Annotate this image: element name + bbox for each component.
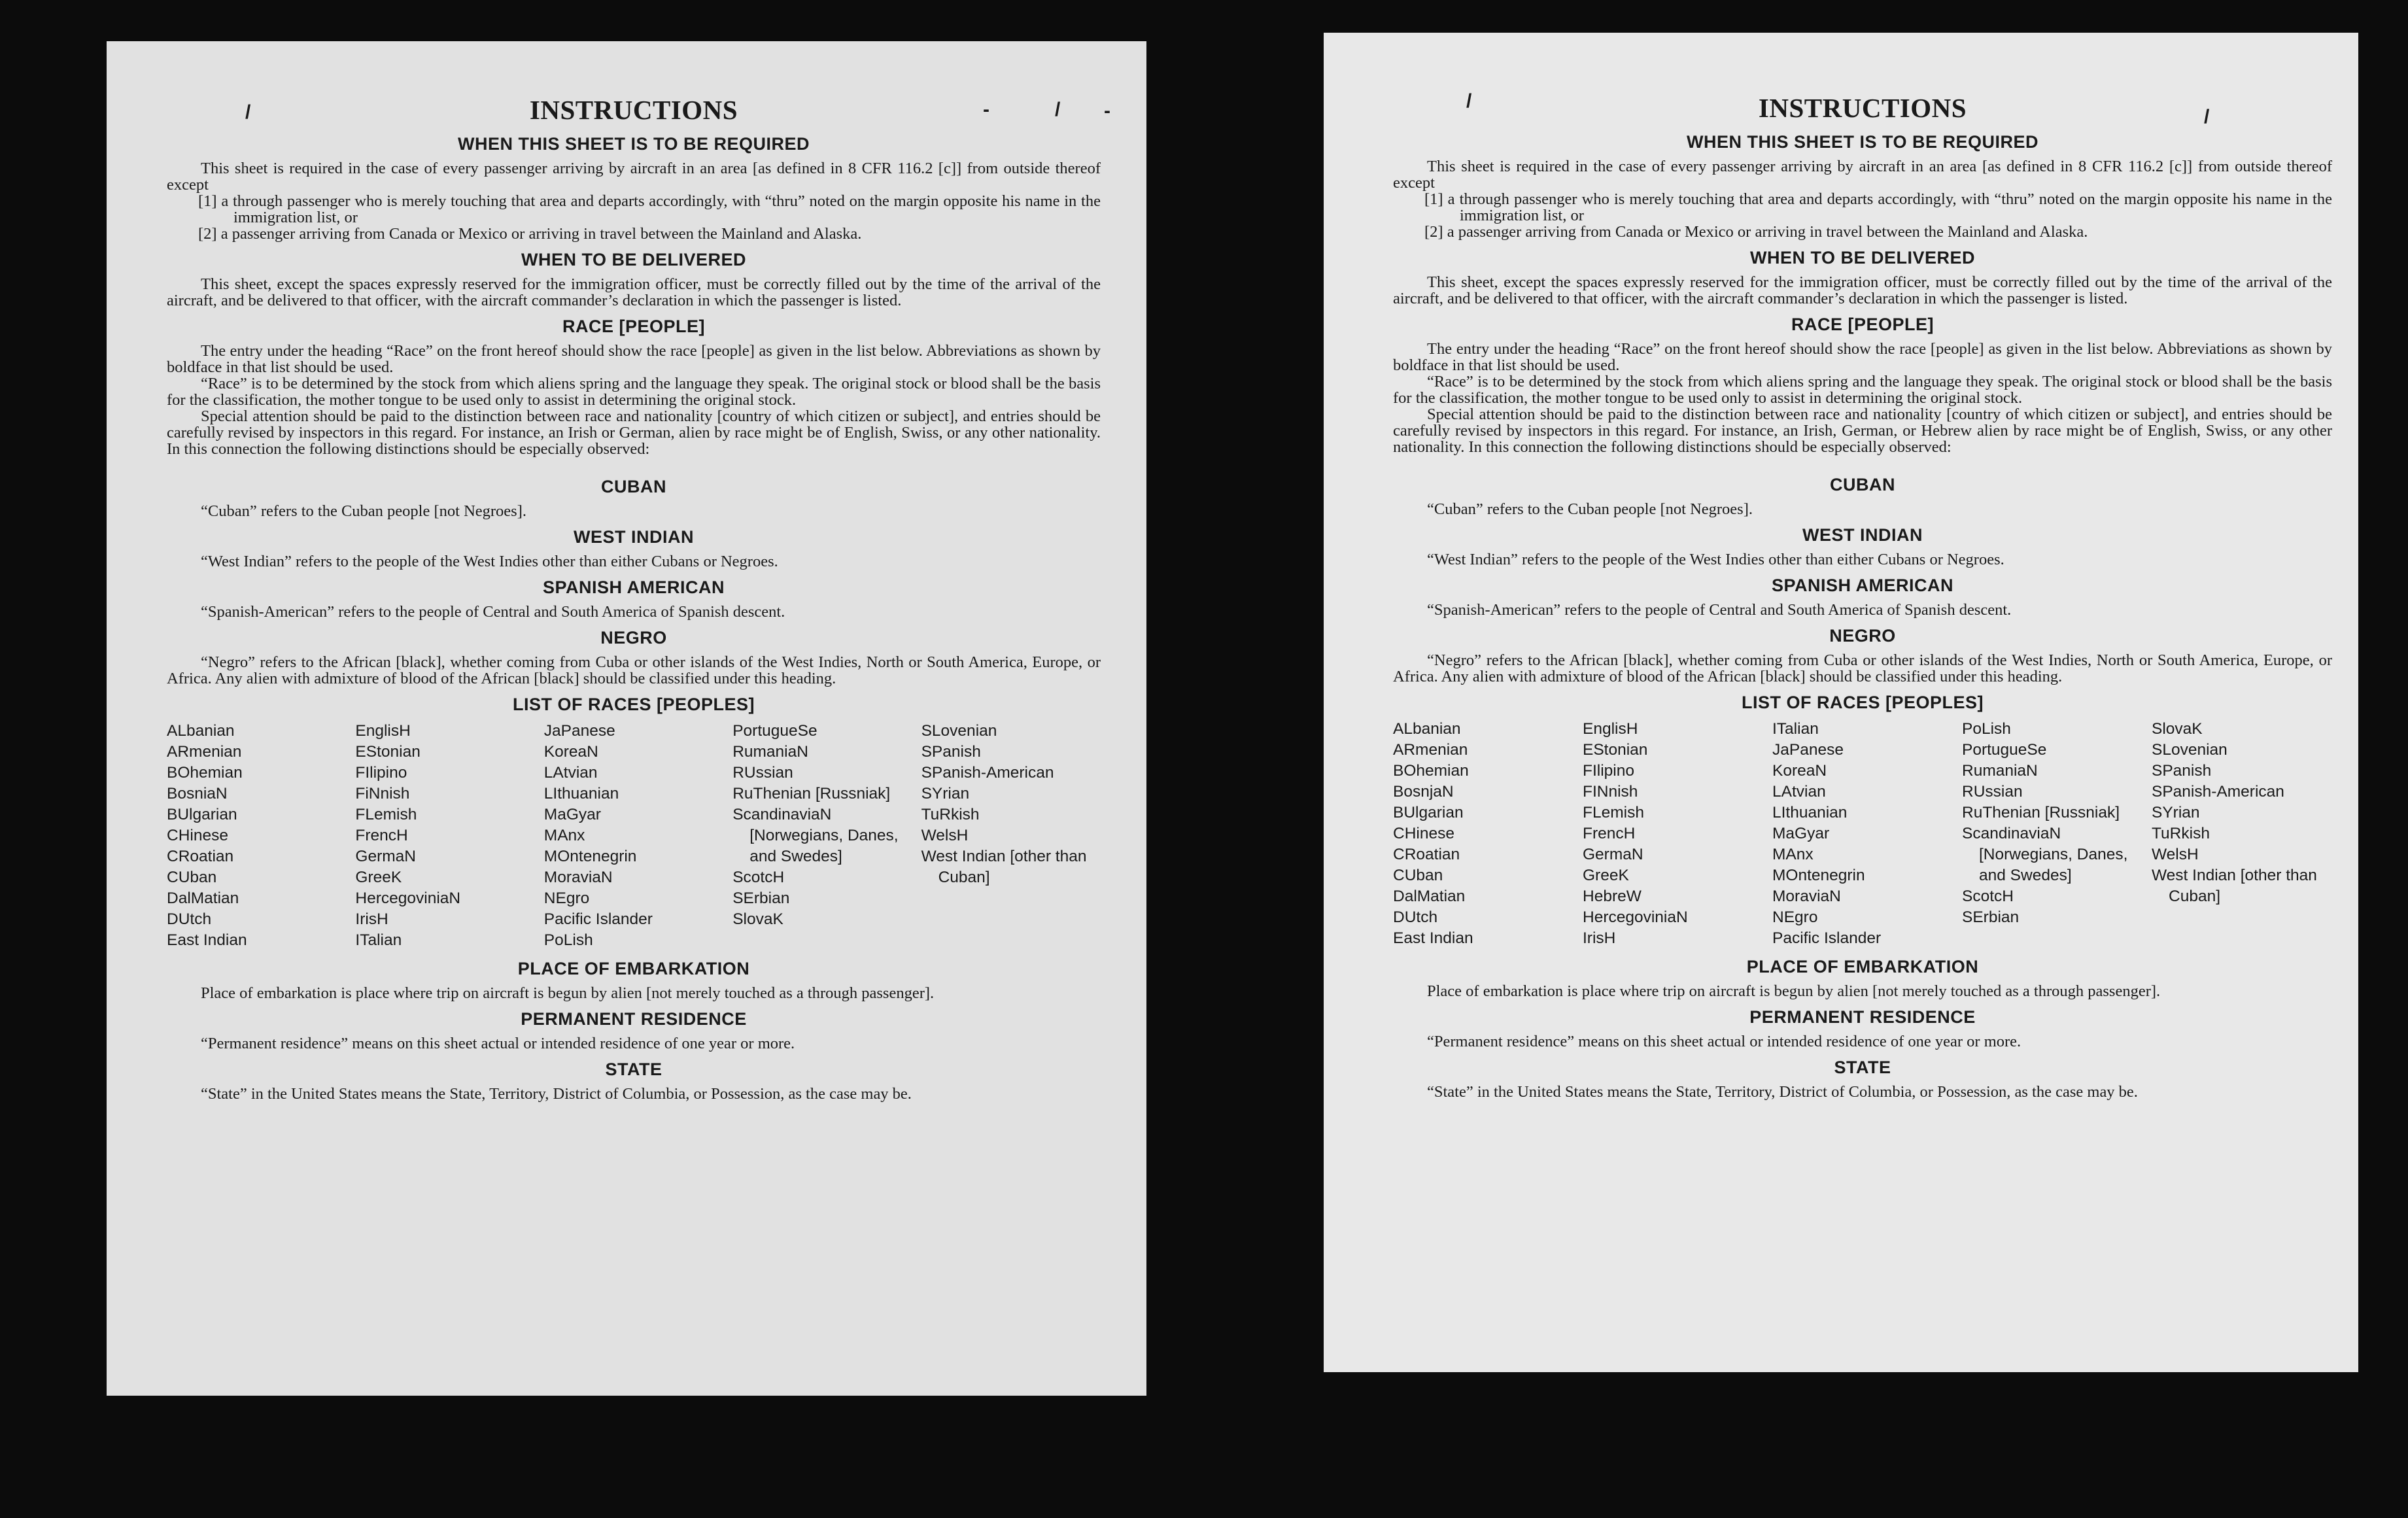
race-entry: SYrian bbox=[2152, 804, 2200, 821]
race-entry: ITalian bbox=[1772, 720, 1819, 738]
when-delivered-text: This sheet, except the spaces expressly reserved for the immigration officer, must be correctly filled out by the time of the arrival of the aircraft, and be delivered to that officer, with the aircraft commander’s declaration in which the passenger is listed. bbox=[1393, 273, 2332, 307]
race-entry: FINnish bbox=[1583, 783, 1638, 801]
race-entry: SYrian bbox=[921, 785, 970, 802]
race-entry: GermaN bbox=[355, 848, 416, 865]
race-entry: CHinese bbox=[167, 827, 228, 844]
race-entry: KoreaN bbox=[543, 743, 598, 761]
heading-when-delivered: WHEN TO BE DELIVERED bbox=[521, 250, 747, 269]
margin-mark: / bbox=[1466, 90, 1472, 112]
heading-when-required: WHEN THIS SHEET IS TO BE REQUIRED bbox=[457, 134, 810, 154]
race-entry: EStonian bbox=[355, 743, 421, 761]
race-entry: ScandinaviaN [Norwegians, Danes, and Swedes] bbox=[1962, 825, 2128, 884]
race-entry: MAnx bbox=[1772, 846, 1814, 863]
race-entry: SLovenian bbox=[921, 722, 997, 740]
heading-embarkation: PLACE OF EMBARKATION bbox=[1746, 957, 1979, 976]
heading-residence: PERMANENT RESIDENCE bbox=[521, 1009, 747, 1029]
margin-mark: / bbox=[245, 101, 251, 123]
race-entry: WelsH bbox=[921, 827, 969, 844]
race-entry: MoraviaN bbox=[543, 869, 613, 886]
race-entry: RuThenian [Russniak] bbox=[1962, 804, 2120, 821]
race-entry: DalMatian bbox=[1393, 888, 1466, 905]
race-entry: ALbanian bbox=[167, 722, 235, 740]
race-paragraph-3: Special attention should be paid to the distinction between race and nationality [country of which citizen or subject], and entries should be carefully revised by inspectors in this regard. For instance, an Irish, German, or Hebrew alien by race might be of English, Swiss, or any other nationality. In this connection the following distinctions should be especially observed: bbox=[1393, 405, 2332, 456]
races-column bbox=[544, 721, 723, 951]
races-column bbox=[2152, 719, 2332, 949]
race-entry: BosniaN bbox=[167, 785, 228, 802]
race-entry: RumaniaN bbox=[732, 743, 808, 761]
race-paragraph-2: “Race” is to be determined by the stock from which aliens spring and the language they speak. The original stock or blood shall be the basis for the classification, the mother tongue to be used only to assist in determining the original stock. bbox=[1393, 373, 2332, 407]
race-entry: EnglisH bbox=[1583, 720, 1638, 738]
heading-state: STATE bbox=[605, 1060, 662, 1079]
when-delivered-text: This sheet, except the spaces expressly reserved for the immigration officer, must be correctly filled out by the time of the arrival of the aircraft, and be delivered to that officer, with the aircraft commander’s declaration in which the passenger is listed. bbox=[167, 275, 1101, 309]
heading-cuban: CUBAN bbox=[1830, 475, 1895, 494]
race-entry: JaPanese bbox=[1772, 741, 1844, 759]
race-entry: CRoatian bbox=[1393, 846, 1460, 863]
race-entry: BUlgarian bbox=[1393, 804, 1464, 821]
races-column bbox=[1772, 719, 1953, 949]
race-entry: NEgro bbox=[1772, 908, 1818, 926]
race-entry: BosnjaN bbox=[1393, 783, 1454, 801]
race-entry: SlovaK bbox=[2152, 720, 2203, 738]
races-column bbox=[1962, 719, 2142, 949]
residence-text: “Permanent residence” means on this sheet actual or intended residence of one year or more. bbox=[201, 1035, 795, 1052]
state-text: “State” in the United States means the State, Territory, District of Columbia, or Possession, as the case may be. bbox=[201, 1085, 912, 1103]
race-entry: CUban bbox=[1393, 867, 1443, 884]
race-entry: EStonian bbox=[1583, 741, 1648, 759]
races-column bbox=[1393, 719, 1574, 949]
race-entry: IrisH bbox=[1583, 929, 1616, 947]
races-list bbox=[167, 721, 1101, 951]
race-entry: BOhemian bbox=[167, 764, 243, 782]
races-list bbox=[1393, 719, 2332, 949]
race-entry: ARmenian bbox=[1393, 741, 1468, 759]
race-entry: CRoatian bbox=[167, 848, 234, 865]
race-entry: BOhemian bbox=[1393, 762, 1469, 780]
west-indian-text: “West Indian” refers to the people of the West Indies other than either Cubans or Negroes. bbox=[1427, 551, 2004, 568]
page-title: INSTRUCTIONS bbox=[1758, 93, 1967, 123]
race-entry: NEgro bbox=[543, 889, 590, 907]
races-column bbox=[921, 721, 1101, 951]
race-entry: RUssian bbox=[1962, 783, 2023, 801]
race-entry: DUtch bbox=[1393, 908, 1438, 926]
page-title: INSTRUCTIONS bbox=[529, 95, 738, 125]
race-entry: Pacific Islander bbox=[543, 910, 653, 928]
race-entry: RuThenian [Russniak] bbox=[732, 785, 891, 802]
race-entry: KoreaN bbox=[1772, 762, 1827, 780]
race-entry: ScotcH bbox=[732, 869, 785, 886]
embarkation-text: Place of embarkation is place where trip on aircraft is begun by alien [not merely touched as a through passenger]. bbox=[1427, 982, 2161, 1000]
race-entry: ALbanian bbox=[1393, 720, 1461, 738]
race-entry: East Indian bbox=[167, 931, 247, 949]
heading-negro: NEGRO bbox=[1829, 626, 1896, 646]
when-required-intro: This sheet is required in the case of every passenger arriving by aircraft in an area [as defined in 8 CFR 116.2 [c]] from outside thereof except bbox=[167, 160, 1101, 194]
race-entry: CUban bbox=[167, 869, 217, 886]
race-entry: SPanish bbox=[2152, 762, 2212, 780]
race-entry: SErbian bbox=[1962, 908, 2020, 926]
races-column bbox=[1583, 719, 1763, 949]
race-entry: West Indian [other than Cuban] bbox=[921, 848, 1087, 886]
race-entry: HercegoviniaN bbox=[355, 889, 461, 907]
race-entry: SPanish-American bbox=[2152, 783, 2284, 801]
race-entry: PoLish bbox=[543, 931, 593, 949]
race-entry: FIlipino bbox=[355, 764, 407, 782]
race-entry: FrencH bbox=[1583, 825, 1636, 842]
heading-spanish-american: SPANISH AMERICAN bbox=[542, 578, 725, 597]
race-entry: SPanish-American bbox=[921, 764, 1054, 782]
race-entry: FLemish bbox=[355, 806, 417, 823]
spanish-american-text: “Spanish-American” refers to the people of Central and South America of Spanish descent. bbox=[1427, 601, 2012, 619]
race-entry: East Indian bbox=[1393, 929, 1473, 947]
race-entry: LAtvian bbox=[1772, 783, 1826, 801]
heading-west-indian: WEST INDIAN bbox=[1802, 525, 1923, 545]
race-entry: MoraviaN bbox=[1772, 888, 1841, 905]
race-entry: RumaniaN bbox=[1962, 762, 2038, 780]
embarkation-text: Place of embarkation is place where trip on aircraft is begun by alien [not merely touched as a through passenger]. bbox=[201, 984, 935, 1002]
races-column bbox=[732, 721, 912, 951]
race-entry: Pacific Islander bbox=[1772, 929, 1882, 947]
races-column bbox=[167, 721, 346, 951]
instruction-sheet-left bbox=[107, 41, 1146, 1396]
margin-mark: / bbox=[1055, 99, 1061, 120]
race-entry: SLovenian bbox=[2152, 741, 2227, 759]
race-entry: MAnx bbox=[543, 827, 585, 844]
race-paragraph-1: The entry under the heading “Race” on the front hereof should show the race [people] as given in the list below. Abbreviations as shown by boldface in that list should be used. bbox=[167, 342, 1101, 376]
race-entry: ScandinaviaN [Norwegians, Danes, and Swedes] bbox=[732, 806, 899, 865]
heading-race: RACE [PEOPLE] bbox=[1791, 315, 1935, 334]
instruction-sheet-right bbox=[1324, 33, 2358, 1372]
heading-list-of-races: LIST OF RACES [PEOPLES] bbox=[512, 695, 755, 714]
margin-mark: - bbox=[1104, 100, 1110, 122]
race-entry: ScotcH bbox=[1962, 888, 2014, 905]
race-entry: ITalian bbox=[355, 931, 402, 949]
race-entry: BUlgarian bbox=[167, 806, 237, 823]
race-entry: SlovaK bbox=[732, 910, 783, 928]
west-indian-text: “West Indian” refers to the people of the West Indies other than either Cubans or Negroes. bbox=[201, 553, 778, 570]
heading-residence: PERMANENT RESIDENCE bbox=[1749, 1007, 1976, 1027]
heading-embarkation: PLACE OF EMBARKATION bbox=[517, 959, 750, 978]
negro-text: “Negro” refers to the African [black], whether coming from Cuba or other islands of the West Indies, North or South America, Europe, or Africa. Any alien with admixture of blood of the African [black] should be classified under this heading. bbox=[1393, 651, 2332, 685]
race-entry: MaGyar bbox=[1772, 825, 1830, 842]
negro-text: “Negro” refers to the African [black], whether coming from Cuba or other islands of the West Indies, North or South America, Europe, or Africa. Any alien with admixture of blood of the African [black] should be classified under this heading. bbox=[167, 653, 1101, 687]
cuban-text: “Cuban” refers to the Cuban people [not Negroes]. bbox=[201, 502, 526, 520]
when-required-item-1: [1] a through passenger who is merely touching that area and departs accordingly, with “thru” noted on the margin opposite his name in the immigration list, or bbox=[1424, 190, 2332, 224]
margin-mark: / bbox=[2204, 106, 2210, 128]
race-entry: LAtvian bbox=[543, 764, 598, 782]
race-entry: HebreW bbox=[1583, 888, 1642, 905]
spanish-american-text: “Spanish-American” refers to the people of Central and South America of Spanish descent. bbox=[201, 603, 785, 621]
race-entry: CHinese bbox=[1393, 825, 1454, 842]
residence-text: “Permanent residence” means on this sheet actual or intended residence of one year or more. bbox=[1427, 1033, 2021, 1050]
race-entry: West Indian [other than Cuban] bbox=[2152, 867, 2317, 905]
race-entry: LIthuanian bbox=[543, 785, 619, 802]
heading-race: RACE [PEOPLE] bbox=[562, 317, 706, 336]
margin-mark: - bbox=[983, 99, 989, 120]
race-entry: TuRkish bbox=[2152, 825, 2210, 842]
when-required-item-2: [2] a passenger arriving from Canada or Mexico or arriving in travel between the Mainland and Alaska. bbox=[1424, 223, 2088, 241]
race-entry: ARmenian bbox=[167, 743, 242, 761]
heading-list-of-races: LIST OF RACES [PEOPLES] bbox=[1741, 693, 1984, 712]
race-entry: MaGyar bbox=[543, 806, 601, 823]
heading-west-indian: WEST INDIAN bbox=[574, 527, 694, 547]
races-column bbox=[355, 721, 534, 951]
race-entry: WelsH bbox=[2152, 846, 2199, 863]
heading-state: STATE bbox=[1834, 1058, 1891, 1077]
heading-when-required: WHEN THIS SHEET IS TO BE REQUIRED bbox=[1686, 132, 2039, 152]
race-entry: EnglisH bbox=[355, 722, 411, 740]
race-entry: PortugueSe bbox=[1962, 741, 2047, 759]
heading-spanish-american: SPANISH AMERICAN bbox=[1771, 576, 1953, 595]
race-entry: TuRkish bbox=[921, 806, 980, 823]
when-required-intro: This sheet is required in the case of every passenger arriving by aircraft in an area [as defined in 8 CFR 116.2 [c]] from outside thereof except bbox=[1393, 158, 2332, 192]
heading-cuban: CUBAN bbox=[601, 477, 666, 496]
race-entry: PortugueSe bbox=[732, 722, 817, 740]
state-text: “State” in the United States means the State, Territory, District of Columbia, or Possession, as the case may be. bbox=[1427, 1083, 2138, 1101]
race-entry: RUssian bbox=[732, 764, 793, 782]
race-entry: FrencH bbox=[355, 827, 408, 844]
race-entry: FLemish bbox=[1583, 804, 1644, 821]
race-entry: DalMatian bbox=[167, 889, 239, 907]
race-entry: MOntenegrin bbox=[1772, 867, 1865, 884]
race-entry: SPanish bbox=[921, 743, 981, 761]
race-entry: DUtch bbox=[167, 910, 212, 928]
heading-negro: NEGRO bbox=[600, 628, 667, 647]
race-entry: HercegoviniaN bbox=[1583, 908, 1688, 926]
race-paragraph-1: The entry under the heading “Race” on the front hereof should show the race [people] as given in the list below. Abbreviations as shown by boldface in that list should be used. bbox=[1393, 340, 2332, 374]
race-entry: GreeK bbox=[1583, 867, 1629, 884]
race-entry: FiNnish bbox=[355, 785, 410, 802]
race-paragraph-3: Special attention should be paid to the distinction between race and nationality [country of which citizen or subject], and entries should be carefully revised by inspectors in this regard. For instance, an Irish or German, alien by race might be of English, Swiss, or any other nationality. In this connection the following distinctions should be especially observed: bbox=[167, 407, 1101, 458]
race-entry: LIthuanian bbox=[1772, 804, 1848, 821]
race-entry: SErbian bbox=[732, 889, 790, 907]
cuban-text: “Cuban” refers to the Cuban people [not Negroes]. bbox=[1427, 500, 1753, 518]
race-entry: GreeK bbox=[355, 869, 402, 886]
race-paragraph-2: “Race” is to be determined by the stock from which aliens spring and the language they speak. The original stock or blood shall be the basis for the classification, the mother tongue to be used only to assist in determining the original stock. bbox=[167, 375, 1101, 409]
race-entry: MOntenegrin bbox=[543, 848, 637, 865]
race-entry: GermaN bbox=[1583, 846, 1643, 863]
race-entry: FIlipino bbox=[1583, 762, 1634, 780]
when-required-item-1: [1] a through passenger who is merely touching that area and departs accordingly, with “thru” noted on the margin opposite his name in the immigration list, or bbox=[198, 192, 1101, 226]
when-required-item-2: [2] a passenger arriving from Canada or Mexico or arriving in travel between the Mainland and Alaska. bbox=[198, 225, 862, 243]
race-entry: JaPanese bbox=[543, 722, 615, 740]
race-entry: PoLish bbox=[1962, 720, 2011, 738]
heading-when-delivered: WHEN TO BE DELIVERED bbox=[1749, 248, 1976, 267]
race-entry: IrisH bbox=[355, 910, 388, 928]
